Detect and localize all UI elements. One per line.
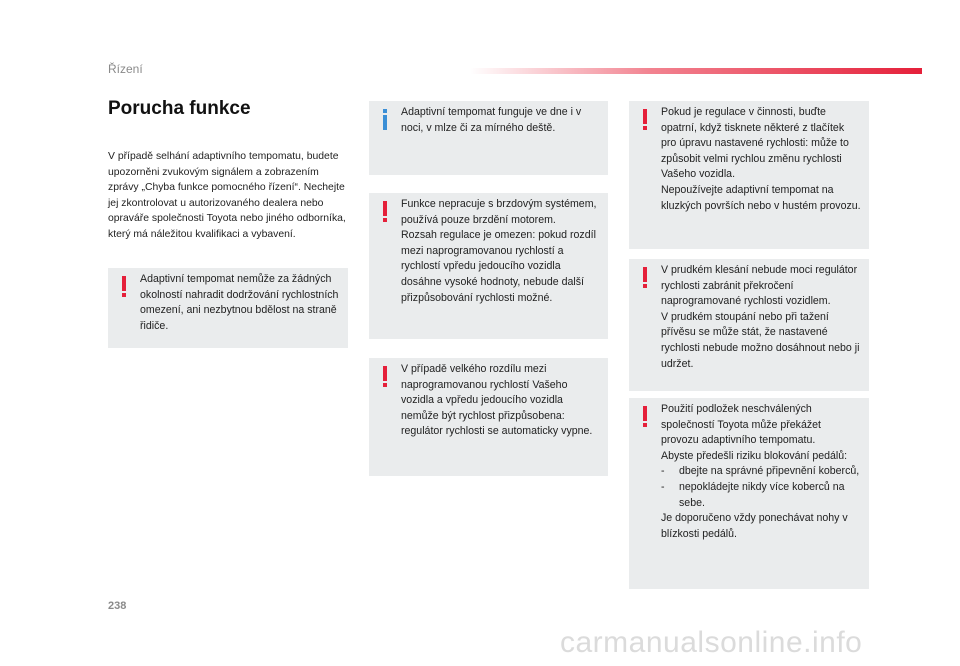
warning-box-adjust-buttons (629, 101, 869, 249)
warning-box-steep-slopes (629, 259, 869, 391)
page-title: Porucha funkce (108, 98, 251, 119)
warning-icon (381, 201, 389, 223)
intro-paragraph: V případě selhání adaptivního tempomatu, budete upozorněni zvukovým signálem a zobrazením zprávy „Chyba funkce pomocného řízení“. Nechejte jej zkontrolovat u autorizovaného dealera nebo opraváře společnosti Toyota nebo jiného odborníka, který má náležitou kvalifikaci a vybavení. (108, 151, 346, 240)
page-number: 238 (108, 600, 127, 612)
list-dash: - (661, 465, 665, 478)
warning-text: Adaptivní tempomat nemůže za žádných okolností nahradit dodržování rychlostních omezení, ani nezbytnou bdělost na straně řidiče. (140, 273, 339, 332)
list-item (661, 464, 861, 480)
warning-text: V prudkém klesání nebude moci regulátor rychlosti zabránit překročení naprogramované rychlosti vozidlem. V prudkém stoupání nebo při tažení přívěsu se může stát, že nastavené rychlosti nebude možno dosáhnout nebo ji udržet. (661, 264, 860, 370)
warning-icon (381, 366, 389, 388)
warning-icon (641, 109, 649, 131)
warning-text: V případě velkého rozdílu mezi naprogramovanou rychlostí Vašeho vozidla a vpředu jedoucího vozidla nemůže být rychlost přizpůsobena: regulátor rychlosti se automaticky vypne. (401, 363, 593, 438)
floor-mat-list (661, 464, 861, 511)
warning-text: Funkce nepracuje s brzdovým systémem, používá pouze brzdění motorem. Rozsah regulace je omezen: pokud rozdíl mezi naprogramovanou rychlostí a rychlostí vpředu jedoucího vozidla dosáhne vysoké hodnoty, nebude další přizpůsobování rychlosti možné. (401, 198, 597, 304)
warning-icon (120, 276, 128, 298)
list-item (661, 480, 861, 511)
warning-box-floor-mats (629, 398, 869, 589)
info-box-operating-conditions (369, 101, 608, 175)
section-label: Řízení (108, 62, 143, 76)
warning-text: Pokud je regulace v činnosti, buďte opatrní, když tisknete některé z tlačítek pro úpravu nastavené rychlosti: může to způsobit velmi rychlou změnu rychlosti Vašeho vozidla. Nepoužívejte adaptivní tempomat na kluzkých površích nebo v hustém provozu. (661, 106, 861, 212)
info-text: Adaptivní tempomat funguje ve dne i v noci, v mlze či za mírného deště. (401, 106, 582, 134)
warning-box-engine-braking (369, 193, 608, 339)
header-accent-line (470, 68, 922, 74)
warning-box-speed-difference (369, 358, 608, 476)
watermark: carmanualsonline.info (560, 626, 863, 659)
warning-box-driver-attention (108, 268, 348, 348)
list-item-text: dbejte na správné připevnění koberců, (679, 465, 860, 478)
warning-icon (641, 406, 649, 428)
list-item-text: nepokládejte nikdy více koberců na sebe. (679, 480, 845, 509)
list-dash: - (661, 480, 665, 493)
warning-icon (641, 267, 649, 289)
warning-lead-text: Použití podložek neschválených společností Toyota může překážet provozu adaptivního tempomatu. Abyste předešli riziku blokování pedálů: (661, 403, 848, 462)
info-icon (381, 109, 389, 131)
warning-tail-text: Je doporučeno vždy ponechávat nohy v blízkosti pedálů. (661, 512, 848, 540)
